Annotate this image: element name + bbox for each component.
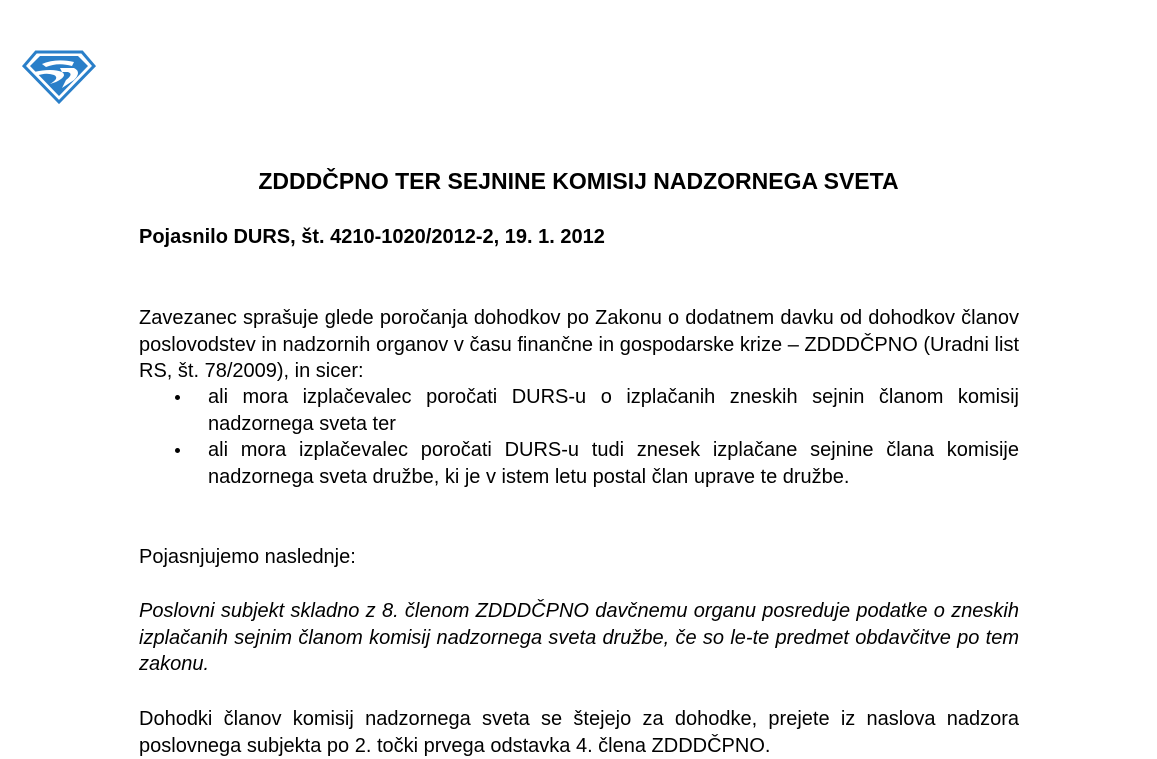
diamond-logo-icon [22,50,96,104]
paragraph-question: Zavezanec sprašuje glede poročanja dohodkov po Zakonu o dodatnem davku od dohodkov članov poslovodstev in nadzornih organov v času finančne in gospodarske krize – ZDDDČPNO (Uradni list RS, št. 78/2009), in sicer: [139,307,1019,382]
paragraph-explanation: Dohodki članov komisij nadzornega sveta se štejejo za dohodke, prejete iz naslova nadzora poslovnega subjekta po 2. točki prvega odstavka 4. člena ZDDDČPNO. [139,708,1019,757]
bullet-item [139,384,1019,437]
bullet-item-text: ali mora izplačevalec poročati DURS-u tudi znesek izplačane sejnine člana komisije nadzornega sveta družbe, ki je v istem letu postal član uprave te družbe. [208,439,1019,488]
document-title: ZDDDČPNO TER SEJNINE KOMISIJ NADZORNEGA SVETA [258,168,899,194]
company-logo [22,50,96,104]
paragraph-answer-intro: Pojasnjujemo naslednje: [139,546,356,568]
paragraph-law-quote: Poslovni subjekt skladno z 8. členom ZDDDČPNO davčnemu organu posreduje podatke o zneskih izplačanih sejnim članom komisij nadzornega sveta družbe, če so le-te predmet obdavčitve po tem zakonu. [139,600,1019,675]
bullet-icon [175,448,180,453]
document-subtitle: Pojasnilo DURS, št. 4210-1020/2012-2, 19. 1. 2012 [139,226,605,248]
bullet-item-text: ali mora izplačevalec poročati DURS-u o izplačanih zneskih sejnin članom komisij nadzornega sveta ter [208,386,1019,435]
bullet-item [139,437,1019,490]
bullet-list [139,384,1019,490]
bullet-icon [175,395,180,400]
